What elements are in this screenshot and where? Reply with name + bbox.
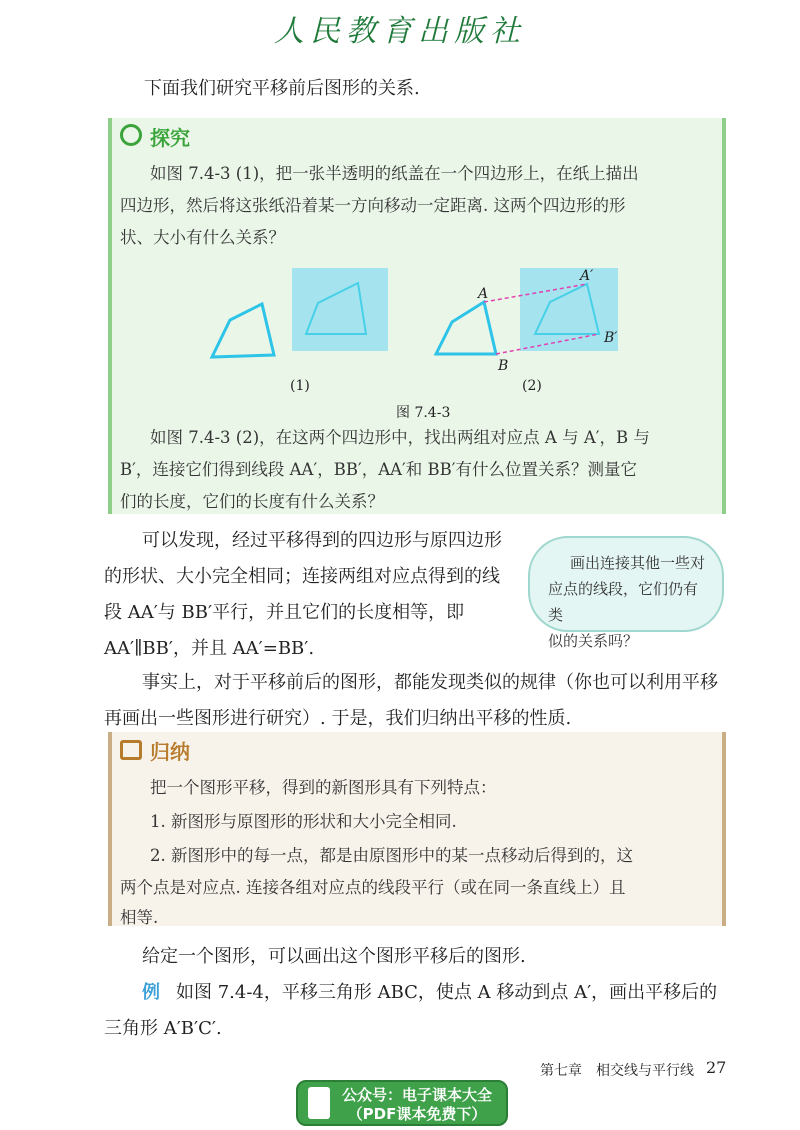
summary-line1: 把一个图形平移，得到的新图形具有下列特点： — [150, 778, 497, 797]
fact-line1: 事实上，对于平移前后的图形，都能发现类似的规律（你也可以利用平移 — [142, 672, 718, 693]
given-text: 给定一个图形，可以画出这个图形平移后的图形. — [142, 946, 526, 967]
cloud-line2: 应点的线段，它们仍有类 — [548, 580, 699, 624]
book-icon — [308, 1087, 330, 1119]
label-B: B — [498, 358, 509, 374]
figure-7-4-3 — [190, 262, 640, 402]
found-line4: AA′∥BB′，并且 AA′=BB′. — [104, 638, 315, 659]
figure-caption: 图 7.4-3 — [396, 405, 451, 421]
page-number: 27 — [706, 1058, 727, 1077]
summary-line5: 相等. — [120, 908, 159, 927]
label-B-prime: B′ — [604, 330, 618, 346]
summary-line2: 1. 新图形与原图形的形状和大小完全相同. — [150, 812, 457, 831]
example-line2: 三角形 A′B′C′. — [104, 1018, 222, 1039]
badge-line1: 公众号：电子课本大全 — [341, 1086, 492, 1104]
explore-title: 探究 — [150, 126, 190, 150]
example-label: 例 — [142, 982, 160, 1003]
example-line1: 如图 7.4-4，平移三角形 ABC，使点 A 移动到点 A′，画出平移后的 — [176, 982, 718, 1003]
summary-line4: 两个点是对应点. 连接各组对应点的线段平行（或在同一条直线上）且 — [120, 878, 626, 897]
cloud-line3: 似的关系吗？ — [548, 632, 639, 650]
label-A-prime: A′ — [580, 268, 594, 284]
found-line2: 的形状、大小完全相同；连接两组对应点得到的线 — [104, 566, 500, 587]
footer-chapter: 第七章 相交线与平行线 — [540, 1063, 694, 1079]
intro-text: 下面我们研究平移前后图形的关系. — [144, 78, 420, 99]
subcaption-2: (2) — [522, 378, 542, 394]
cloud-line1: 画出连接其他一些对 — [570, 554, 706, 572]
summary-title: 归纳 — [150, 740, 190, 764]
quadrilateral-original-2 — [436, 302, 496, 354]
fact-line2: 再画出一些图形进行研究）. 于是，我们归纳出平移的性质. — [104, 708, 572, 729]
figure-1 — [212, 268, 388, 357]
subcaption-1: (1) — [290, 378, 310, 394]
promo-badge — [296, 1080, 508, 1126]
thought-cloud — [528, 536, 724, 650]
explore-p1-line2: 四边形，然后将这张纸沿着某一方向移动一定距离. 这两个四边形的形 — [120, 196, 626, 215]
explore-p1-line1: 如图 7.4-3 (1)，把一张半透明的纸盖在一个四边形上，在纸上描出 — [150, 164, 639, 183]
label-A: A — [478, 286, 489, 302]
figure-2 — [436, 268, 618, 374]
quadrilateral-original-1 — [212, 304, 274, 357]
found-line3: 段 AA′与 BB′平行，并且它们的长度相等，即 — [104, 602, 465, 623]
explore-p2-line2: B′，连接它们得到线段 AA′，BB′，AA′和 BB′有什么位置关系？测量它 — [120, 460, 638, 479]
explore-icon — [120, 124, 142, 146]
summary-icon — [120, 740, 142, 760]
found-line1: 可以发现，经过平移得到的四边形与原四边形 — [142, 530, 502, 551]
summary-line3: 2. 新图形中的每一点，都是由原图形中的某一点移动后得到的，这 — [150, 846, 633, 865]
explore-p2-line1: 如图 7.4-3 (2)，在这两个四边形中，找出两组对应点 A 与 A′，B 与 — [150, 428, 650, 447]
explore-p1-line3: 状、大小有什么关系？ — [120, 228, 285, 247]
translucent-paper-1 — [292, 268, 388, 351]
badge-line2: （PDF课本免费下） — [347, 1105, 487, 1123]
explore-p2-line3: 们的长度，它们的长度有什么关系？ — [120, 492, 384, 511]
publisher-logo: 人民教育出版社 — [274, 14, 526, 49]
